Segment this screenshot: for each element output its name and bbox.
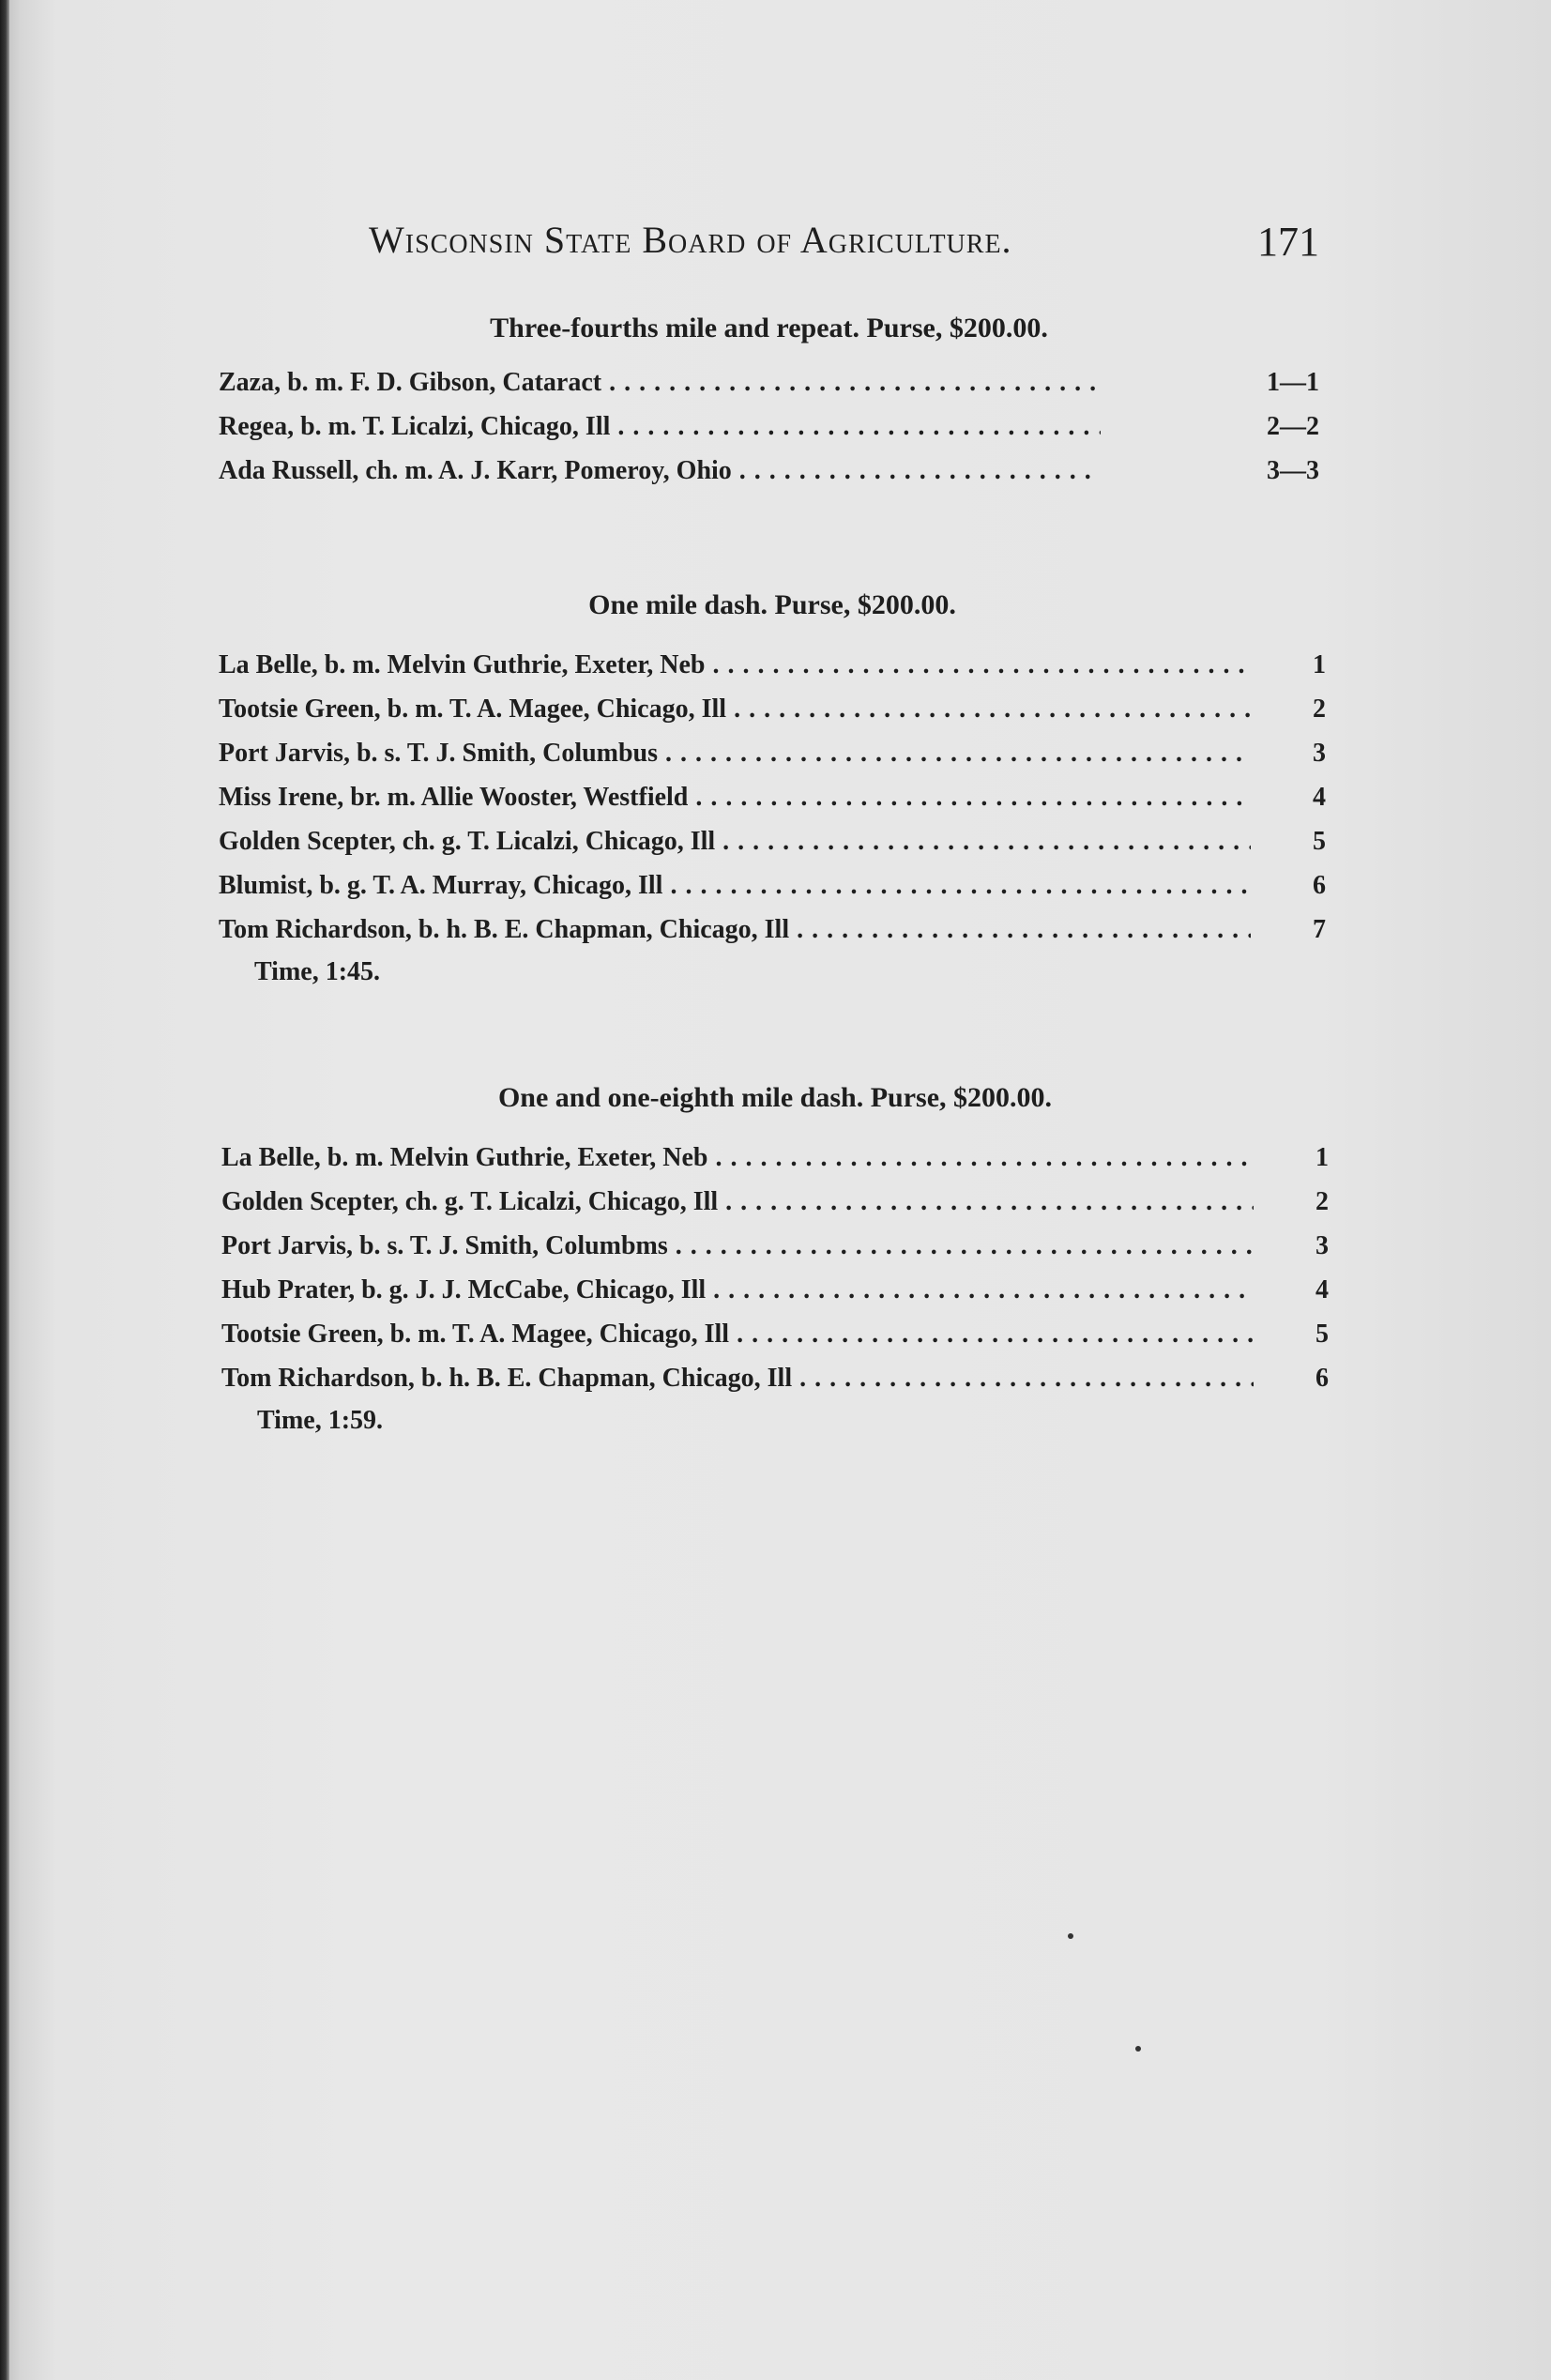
ink-speck <box>1068 1933 1073 1939</box>
race-title: One mile dash. Purse, $200.00. <box>588 589 956 620</box>
race-time: Time, 1:45. <box>254 957 381 986</box>
race-entry <box>219 908 1326 952</box>
entry-text: Tom Richardson, b. h. B. E. Chapman, Chicago, Ill . . . <box>221 1356 1254 1400</box>
race-section <box>219 587 1326 993</box>
entry-placing: 2—2 <box>1267 412 1319 441</box>
entry-text: Tootsie Green, b. m. T. A. Magee, Chicago, Ill . . . <box>219 687 1251 731</box>
race-entry <box>219 731 1326 775</box>
race-entry <box>219 819 1326 863</box>
entry-placing: 3 <box>1315 1231 1329 1260</box>
race-entry <box>221 1224 1329 1268</box>
entry-placing: 2 <box>1315 1187 1329 1216</box>
race-entry <box>221 1312 1329 1356</box>
entry-placing: 7 <box>1313 915 1326 944</box>
entry-placing: 1 <box>1315 1143 1329 1172</box>
running-title: Wisconsin State Board of Agriculture. <box>369 219 1012 261</box>
race-entry <box>219 863 1326 908</box>
entry-text: Regea, b. m. T. Licalzi, Chicago, Ill . . . <box>219 404 1101 449</box>
entry-placing: 6 <box>1313 871 1326 900</box>
entry-placing: 6 <box>1315 1364 1329 1393</box>
entry-placing: 5 <box>1313 827 1326 856</box>
entry-text: Blumist, b. g. T. A. Murray, Chicago, Ill . . . <box>219 863 1251 908</box>
entry-placing: 4 <box>1313 783 1326 812</box>
race-entry <box>219 360 1319 404</box>
entry-placing: 2 <box>1313 694 1326 724</box>
entry-text: Golden Scepter, ch. g. T. Licalzi, Chicago, Ill . . . <box>219 819 1251 863</box>
entry-text: La Belle, b. m. Melvin Guthrie, Exeter, Neb . . . <box>221 1136 1254 1180</box>
race-entry <box>219 404 1319 449</box>
entry-text: Ada Russell, ch. m. A. J. Karr, Pomeroy, Ohio . . . <box>219 449 1101 493</box>
race-entry <box>219 449 1319 493</box>
entry-text: Zaza, b. m. F. D. Gibson, Cataract . . . <box>219 360 1101 404</box>
race-title: Three-fourths mile and repeat. Purse, $200.00. <box>490 313 1048 343</box>
race-title: One and one-eighth mile dash. Purse, $200.00. <box>497 1082 1053 1113</box>
entry-placing: 1—1 <box>1267 368 1319 397</box>
race-entry <box>219 687 1326 731</box>
race-section <box>219 310 1319 493</box>
entry-text: Port Jarvis, b. s. T. J. Smith, Columbus . . . <box>219 731 1251 775</box>
entry-placing: 4 <box>1315 1275 1329 1304</box>
binding-edge <box>0 0 9 2380</box>
race-entry <box>221 1356 1329 1400</box>
entry-placing: 1 <box>1313 650 1326 679</box>
entry-text: Tom Richardson, b. h. B. E. Chapman, Chicago, Ill . . . <box>219 908 1251 952</box>
ink-speck <box>1135 2046 1141 2052</box>
entry-text: Hub Prater, b. g. J. J. McCabe, Chicago, Ill . . . <box>221 1268 1254 1312</box>
entry-placing: 3 <box>1313 739 1326 768</box>
entry-placing: 3—3 <box>1267 456 1319 485</box>
race-entry <box>221 1268 1329 1312</box>
page-number: 171 <box>1257 219 1319 265</box>
entry-text: Miss Irene, br. m. Allie Wooster, Westfield . . . <box>219 775 1251 819</box>
race-time: Time, 1:59. <box>257 1406 384 1435</box>
entry-text: Golden Scepter, ch. g. T. Licalzi, Chicago, Ill . . . <box>221 1180 1254 1224</box>
entry-text: Port Jarvis, b. s. T. J. Smith, Columbms . . . <box>221 1224 1254 1268</box>
entry-placing: 5 <box>1315 1320 1329 1349</box>
entry-text: La Belle, b. m. Melvin Guthrie, Exeter, Neb . . . <box>219 643 1251 687</box>
race-section <box>221 1079 1329 1442</box>
race-entry <box>219 775 1326 819</box>
entry-text: Tootsie Green, b. m. T. A. Magee, Chicago, Ill . . . <box>221 1312 1254 1356</box>
page-header <box>369 218 1319 272</box>
race-entry <box>219 643 1326 687</box>
race-entry <box>221 1136 1329 1180</box>
race-entry <box>221 1180 1329 1224</box>
